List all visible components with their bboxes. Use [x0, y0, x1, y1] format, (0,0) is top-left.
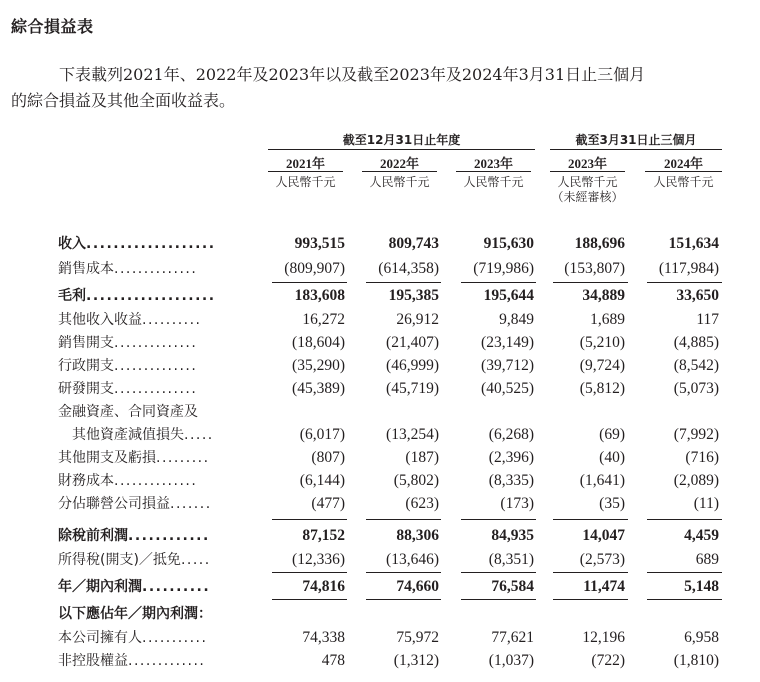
- row-label: 年／期內利潤: [58, 579, 142, 595]
- col-unaudited-note: （未經審核）: [551, 190, 624, 204]
- cell: (153,807): [564, 260, 625, 277]
- table-row-income-tax: [58, 549, 738, 571]
- cell: 87,152: [302, 527, 345, 544]
- cell: 77,621: [491, 629, 534, 646]
- cell: 75,972: [396, 629, 439, 646]
- cell: 809,743: [388, 235, 439, 252]
- cell: (40): [599, 449, 625, 466]
- cell: (7,992): [673, 426, 719, 443]
- col-unit: 人民幣千元: [653, 175, 714, 189]
- cell: 88,306: [396, 527, 439, 544]
- cell: 9,849: [499, 311, 534, 328]
- cell: 1,689: [590, 311, 625, 328]
- row-label: 分佔聯營公司損益: [58, 496, 170, 512]
- table-row-owners-of-company: [58, 627, 738, 649]
- leader-dots: ..........: [142, 579, 211, 595]
- subtotal-rule: [461, 519, 536, 520]
- cell: (8,542): [673, 357, 719, 374]
- subtotal-rule: [272, 572, 347, 573]
- table-row-impairment-losses: [58, 424, 738, 446]
- cell: (39,712): [481, 357, 534, 374]
- intro-line-1: 下表載列2021年、2022年及2023年以及截至2023年及2024年3月31日止三個月: [59, 65, 646, 84]
- row-label: 除稅前利潤: [58, 528, 128, 544]
- cell: (809,907): [284, 260, 345, 277]
- cell: 5,148: [684, 578, 719, 595]
- cell: 195,644: [483, 287, 534, 304]
- row-label: 毛利: [58, 288, 86, 304]
- subtotal-rule: [647, 572, 722, 573]
- leader-dots: ..............: [114, 261, 198, 277]
- table-row-profit-before-tax: [58, 525, 738, 547]
- row-label: 其他開支及虧損: [58, 450, 156, 466]
- table-row-cost-of-sales: [58, 258, 738, 280]
- cell: (5,073): [673, 380, 719, 397]
- col-unit: 人民幣千元: [275, 175, 336, 189]
- cell: (1,641): [579, 472, 625, 489]
- cell: (716): [685, 449, 719, 466]
- intro-paragraph: [11, 62, 751, 114]
- table-row-impairment-label: [58, 401, 738, 423]
- table-row-selling-expenses: [58, 332, 738, 354]
- cell: 183,608: [294, 287, 345, 304]
- subtotal-rule: [647, 519, 722, 520]
- row-label: 銷售成本: [58, 261, 114, 277]
- cell: (719,986): [473, 260, 534, 277]
- cell: (2,573): [579, 551, 625, 568]
- col-rule: [550, 171, 625, 172]
- cell: (1,312): [393, 652, 439, 669]
- row-label: 其他資產減值損失: [58, 427, 184, 443]
- cell: (722): [591, 652, 625, 669]
- cell: (9,724): [579, 357, 625, 374]
- col-rule: [645, 171, 722, 172]
- row-label: 其他收入收益: [58, 312, 142, 328]
- cell: (8,351): [488, 551, 534, 568]
- subtotal-rule: [366, 519, 441, 520]
- total-rule: [272, 599, 347, 600]
- leader-dots: .............: [128, 653, 206, 669]
- cell: (69): [599, 426, 625, 443]
- group-rule-fiscal-year: [268, 149, 535, 150]
- cell: 12,196: [582, 629, 625, 646]
- cell: (12,336): [292, 551, 345, 568]
- cell: 117: [696, 311, 719, 328]
- table-row-revenue: [58, 233, 738, 255]
- leader-dots: .....: [180, 552, 211, 568]
- cell: 6,958: [684, 629, 719, 646]
- intro-line-2: 的綜合損益及其他全面收益表。: [11, 91, 236, 110]
- row-label: 所得稅(開支)／抵免: [58, 552, 181, 568]
- cell: 74,660: [396, 578, 439, 595]
- cell: (45,389): [292, 380, 345, 397]
- cell: (807): [311, 449, 345, 466]
- cell: (35,290): [292, 357, 345, 374]
- cell: 14,047: [582, 527, 625, 544]
- cell: (45,719): [386, 380, 439, 397]
- cell: (11): [693, 495, 719, 512]
- table-row-non-controlling-interests: [58, 650, 738, 672]
- col-unit: 人民幣千元: [463, 175, 524, 189]
- leader-dots: ..............: [114, 335, 198, 351]
- cell: 26,912: [396, 311, 439, 328]
- cell: (46,999): [386, 357, 439, 374]
- col-year-2022: 2022年: [379, 156, 419, 171]
- cell: (623): [405, 495, 439, 512]
- col-rule: [268, 171, 343, 172]
- cell: 478: [321, 652, 345, 669]
- leader-dots: ...................: [86, 236, 216, 252]
- cell: (8,335): [488, 472, 534, 489]
- cell: (2,089): [673, 472, 719, 489]
- col-year-2021: 2021年: [285, 156, 325, 171]
- cell: 915,630: [483, 235, 534, 252]
- total-rule: [647, 599, 722, 600]
- leader-dots: ............: [128, 528, 210, 544]
- cell: (187): [405, 449, 439, 466]
- cell: (2,396): [488, 449, 534, 466]
- row-label: 銷售開支: [58, 335, 114, 351]
- cell: 188,696: [574, 235, 625, 252]
- subtotal-rule: [553, 572, 628, 573]
- cell: (4,885): [673, 334, 719, 351]
- subtotal-rule: [366, 282, 441, 283]
- table-row-gross-profit: [58, 285, 738, 307]
- col-year-2023: 2023年: [473, 156, 513, 171]
- cell: (5,812): [579, 380, 625, 397]
- cell: 11,474: [583, 578, 625, 595]
- cell: 689: [695, 551, 719, 568]
- subtotal-rule: [461, 282, 536, 283]
- cell: 76,584: [491, 578, 534, 595]
- subtotal-rule: [272, 519, 347, 520]
- total-rule: [366, 599, 441, 600]
- cell: (5,210): [579, 334, 625, 351]
- group-header-three-months: 截至3月31日止三個月: [575, 133, 697, 147]
- cell: (117,984): [658, 260, 719, 277]
- cell: 74,816: [302, 578, 345, 595]
- leader-dots: .....: [184, 427, 214, 443]
- col-unit: 人民幣千元: [557, 175, 618, 189]
- cell: 74,338: [302, 629, 345, 646]
- table-row-other-income: [58, 309, 738, 331]
- row-label: 收入: [58, 236, 86, 252]
- cell: 4,459: [684, 527, 719, 544]
- leader-dots: ..............: [114, 358, 198, 374]
- cell: (13,254): [386, 426, 439, 443]
- total-rule: [461, 599, 536, 600]
- cell: (23,149): [481, 334, 534, 351]
- subtotal-rule: [553, 282, 628, 283]
- row-label: 財務成本: [58, 473, 114, 489]
- cell: 195,385: [388, 287, 439, 304]
- cell: (6,268): [488, 426, 534, 443]
- subtotal-rule: [647, 282, 722, 283]
- row-label: 以下應佔年／期內利潤：: [58, 606, 212, 622]
- row-label: 研發開支: [58, 381, 114, 397]
- table-row-share-of-associates: [58, 493, 738, 515]
- section-heading: 綜合損益表: [11, 17, 94, 36]
- subtotal-rule: [272, 282, 347, 283]
- table-row-rd-expenses: [58, 378, 738, 400]
- cell: (5,802): [393, 472, 439, 489]
- leader-dots: ..............: [114, 473, 198, 489]
- cell: (6,144): [299, 472, 345, 489]
- cell: (18,604): [292, 334, 345, 351]
- leader-dots: .......: [170, 496, 212, 512]
- table-row-finance-costs: [58, 470, 738, 492]
- cell: (614,358): [378, 260, 439, 277]
- col-rule: [362, 171, 437, 172]
- row-label: 非控股權益: [58, 653, 128, 669]
- leader-dots: ..............: [114, 381, 198, 397]
- cell: 84,935: [491, 527, 534, 544]
- table-row-admin-expenses: [58, 355, 738, 377]
- leader-dots: ...........: [142, 630, 208, 646]
- subtotal-rule: [553, 519, 628, 520]
- group-header-fiscal-year: 截至12月31日止年度: [342, 133, 461, 147]
- group-rule-three-months: [550, 149, 722, 150]
- row-label: 行政開支: [58, 358, 114, 374]
- cell: (21,407): [386, 334, 439, 351]
- row-label: 金融資產、合同資產及: [58, 404, 198, 420]
- col-rule: [456, 171, 531, 172]
- cell: (173): [500, 495, 534, 512]
- leader-dots: ...................: [86, 288, 216, 304]
- cell: 33,650: [676, 287, 719, 304]
- cell: (1,037): [488, 652, 534, 669]
- cell: (40,525): [481, 380, 534, 397]
- col-year-2024-q1: 2024年: [663, 156, 703, 171]
- cell: (477): [311, 495, 345, 512]
- col-year-2023-q1: 2023年: [567, 156, 607, 171]
- cell: (13,646): [386, 551, 439, 568]
- row-label: 本公司擁有人: [58, 630, 142, 646]
- cell: 151,634: [668, 235, 719, 252]
- col-unit: 人民幣千元: [369, 175, 430, 189]
- table-row-profit-for-period: [58, 576, 738, 598]
- cell: (6,017): [299, 426, 345, 443]
- leader-dots: ..........: [142, 312, 202, 328]
- cell: (1,810): [673, 652, 719, 669]
- leader-dots: .........: [156, 450, 210, 466]
- subtotal-rule: [366, 572, 441, 573]
- total-rule: [553, 599, 628, 600]
- cell: 34,889: [582, 287, 625, 304]
- cell: 16,272: [302, 311, 345, 328]
- cell: 993,515: [294, 235, 345, 252]
- cell: (35): [599, 495, 625, 512]
- table-row-other-expenses: [58, 447, 738, 469]
- table-row-attributable-heading: [58, 603, 738, 625]
- subtotal-rule: [461, 572, 536, 573]
